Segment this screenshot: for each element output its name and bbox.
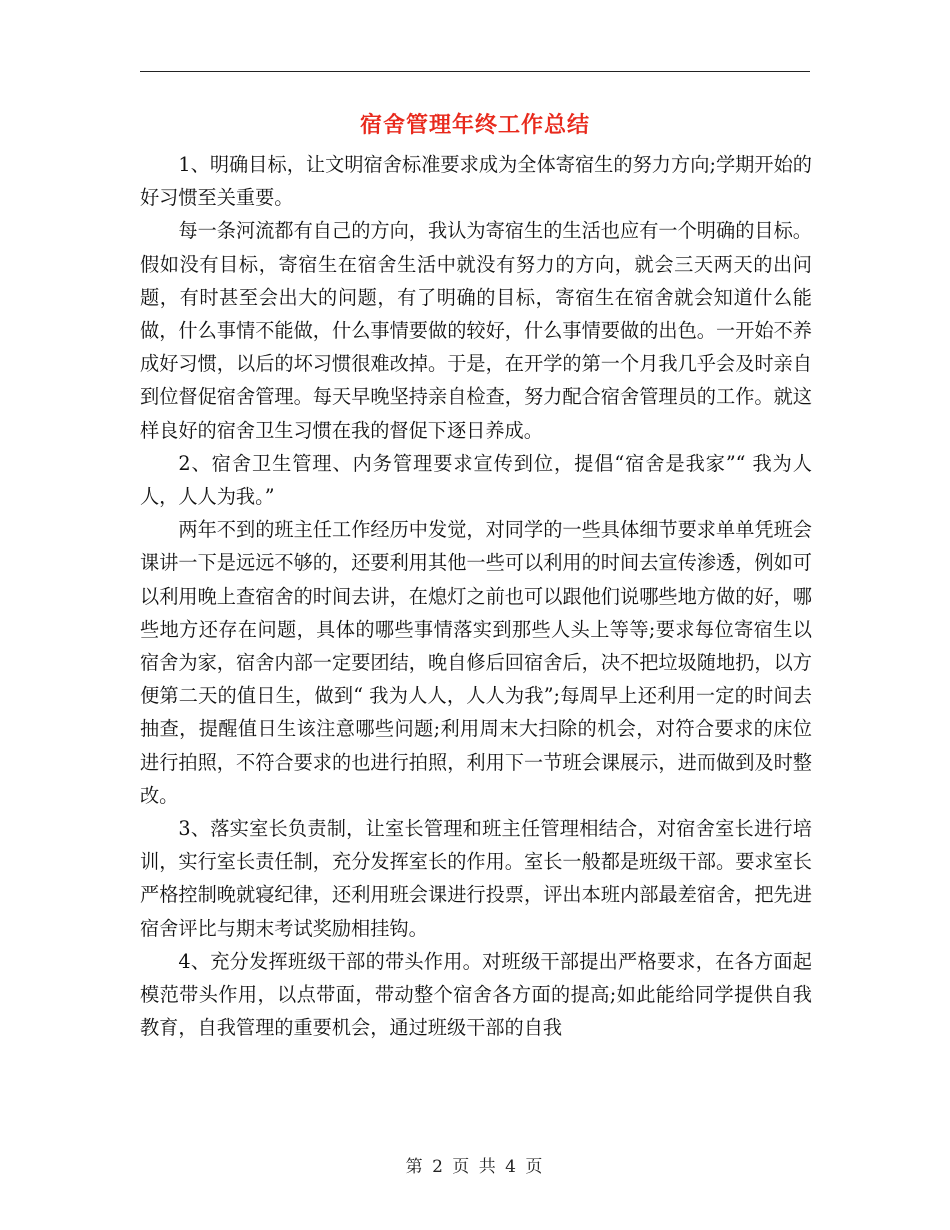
paragraph-3: 2、宿舍卫生管理、内务管理要求宣传到位，提倡“宿舍是我家”“ 我为人人，人人为我。”: [140, 451, 812, 509]
paragraph-1: 1、明确目标，让文明宿舍标准要求成为全体寄宿生的努力方向;学期开始的好习惯至关重要。: [140, 153, 812, 210]
page-number: 第 2 页 共 4 页: [405, 1157, 545, 1177]
paragraph-2: 每一条河流都有自己的方向，我认为寄宿生的生活也应有一个明确的目标。假如没有目标，寄宿生在宿舍生活中就没有努力的方向，就会三天两天的出问题，有时甚至会出大的问题，有了明确的目标，寄宿生在宿舍就会知道什么能做，什么事情不能做，什么事情要做的较好，什么事情要做的出色。一开始不养成好习惯，以后的坏习惯很难改掉。于是，在开学的第一个月我几乎会及时亲自到位督促宿舍管理。每天早晚坚持亲自检查，努力配合宿舍管理员的工作。就这样良好的宿舍卫生习惯在我的督促下逐日养成。: [140, 219, 812, 442]
document-body: [140, 148, 812, 1044]
header-rule: [140, 71, 810, 72]
paragraph-5: 3、落实室长负责制，让室长管理和班主任管理相结合，对宿舍室长进行培训，实行室长责任制，充分发挥室长的作用。室长一般都是班级干部。要求室长严格控制晚就寝纪律，还利用班会课进行投票，评出本班内部最差宿舍，把先进宿舍评比与期末考试奖励相挂钩。: [140, 817, 812, 940]
paragraph-4: 两年不到的班主任工作经历中发觉，对同学的一些具体细节要求单单凭班会课讲一下是远远不够的，还要利用其他一些可以利用的时间去宣传渗透，例如可以利用晚上查宿舍的时间去讲，在熄灯之前也可以跟他们说哪些地方做的好，哪些地方还存在问题，具体的哪些事情落实到那些人头上等等;要求每位寄宿生以宿舍为家，宿舍内部一定要团结，晚自修后回宿舍后，决不把垃圾随地扔，以方便第二天的值日生，做到“ 我为人人，人人为我”;每周早上还利用一定的时间去抽查，提醒值日生该注意哪些问题;利用周末大扫除的机会，对符合要求的床位进行拍照，不符合要求的也进行拍照，利用下一节班会课展示，进而做到及时整改。: [140, 518, 812, 807]
paragraph-6: 4、充分发挥班级干部的带头作用。对班级干部提出严格要求，在各方面起模范带头作用，以点带面，带动整个宿舍各方面的提高;如此能给同学提供自我教育，自我管理的重要机会，通过班级干部的自我: [140, 949, 812, 1040]
document-title: 宿舍管理年终工作总结: [359, 112, 590, 138]
